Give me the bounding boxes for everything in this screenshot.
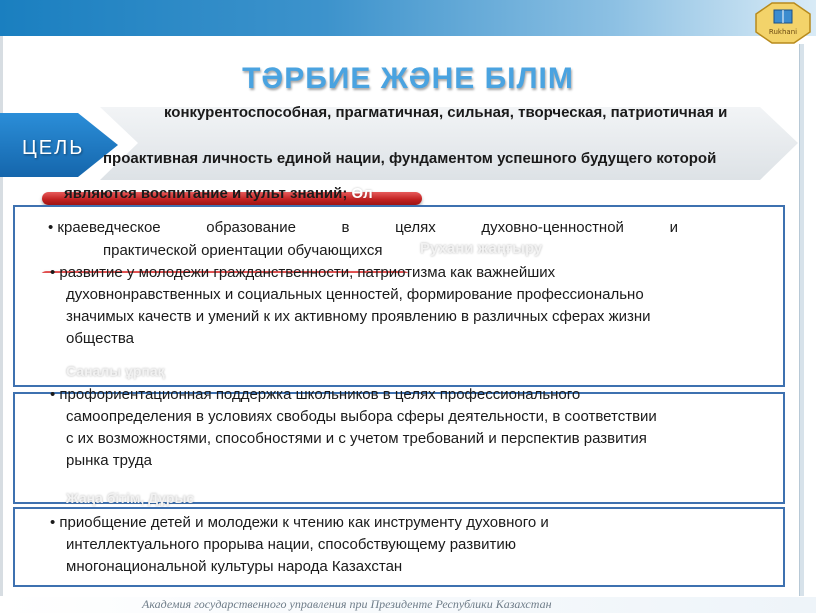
section-1-line-1	[48, 219, 678, 236]
section-3-line-1: • профориентационная поддержка школьников в целях профессионального	[50, 386, 581, 403]
section-3-line-3: с их возможностями, способностями и с учетом требований и перспектив развития	[66, 430, 647, 447]
goal-line-3-text: являются воспитание и культ знаний;	[64, 185, 348, 202]
section-2-line-3: значимых качеств и умений к их активному проявлению в различных сферах жизни	[66, 308, 651, 325]
ghost-heading-4: Жаңа бітім, Дұрыс	[66, 490, 195, 506]
section-2-line-2: духовнонравственных и социальных ценностей, формирование профессионально	[66, 286, 644, 303]
section-4-line-2: интеллектуального прорыва нации, способствующему развитию	[66, 536, 516, 553]
goal-line-1: конкурентоспособная, прагматичная, сильная, творческая, патриотичная и	[164, 104, 728, 121]
goal-line-2: проактивная личность единой нации, фундаментом успешного будущего которой	[103, 150, 717, 167]
word: и	[669, 219, 678, 236]
goal-overlay-word: Өл	[351, 185, 373, 202]
section-3-line-2: самоопределения в условиях свободы выбора сферы деятельности, в соответствии	[66, 408, 657, 425]
section-2-line-4: общества	[66, 330, 134, 347]
footer-text: Академия государственного управления при Президенте Республики Казахстан	[142, 597, 552, 611]
ghost-heading-3: Саналы ұрпақ	[66, 363, 165, 379]
word: • краеведческое	[48, 219, 161, 236]
word: образование	[206, 219, 296, 236]
section-4-line-3: многонациональной культуры народа Казахстан	[66, 558, 403, 575]
word: целях	[395, 219, 436, 236]
octagon-badge-icon	[754, 2, 812, 44]
section-3-line-4: рынка труда	[66, 452, 152, 469]
word: духовно-ценностной	[481, 219, 624, 236]
section-4-line-1: • приобщение детей и молодежи к чтению как инструменту духовного и	[50, 514, 549, 531]
ghost-heading-2: Рухани жаңғыру	[420, 240, 543, 257]
book-badge	[754, 2, 812, 44]
goal-line-3	[64, 185, 373, 202]
section-1-line-2: практической ориентации обучающихся	[103, 242, 383, 259]
page-title: ТӘРБИЕ ЖӘНЕ БІЛІМ	[242, 62, 574, 95]
section-2-line-1: • развитие у молодежи гражданственности, патриотизма как важнейших	[50, 264, 556, 281]
badge-label: Rukhani	[768, 28, 798, 36]
word: в	[341, 219, 350, 236]
top-header-bar	[0, 0, 816, 36]
goal-label: ЦЕЛЬ	[22, 137, 85, 159]
